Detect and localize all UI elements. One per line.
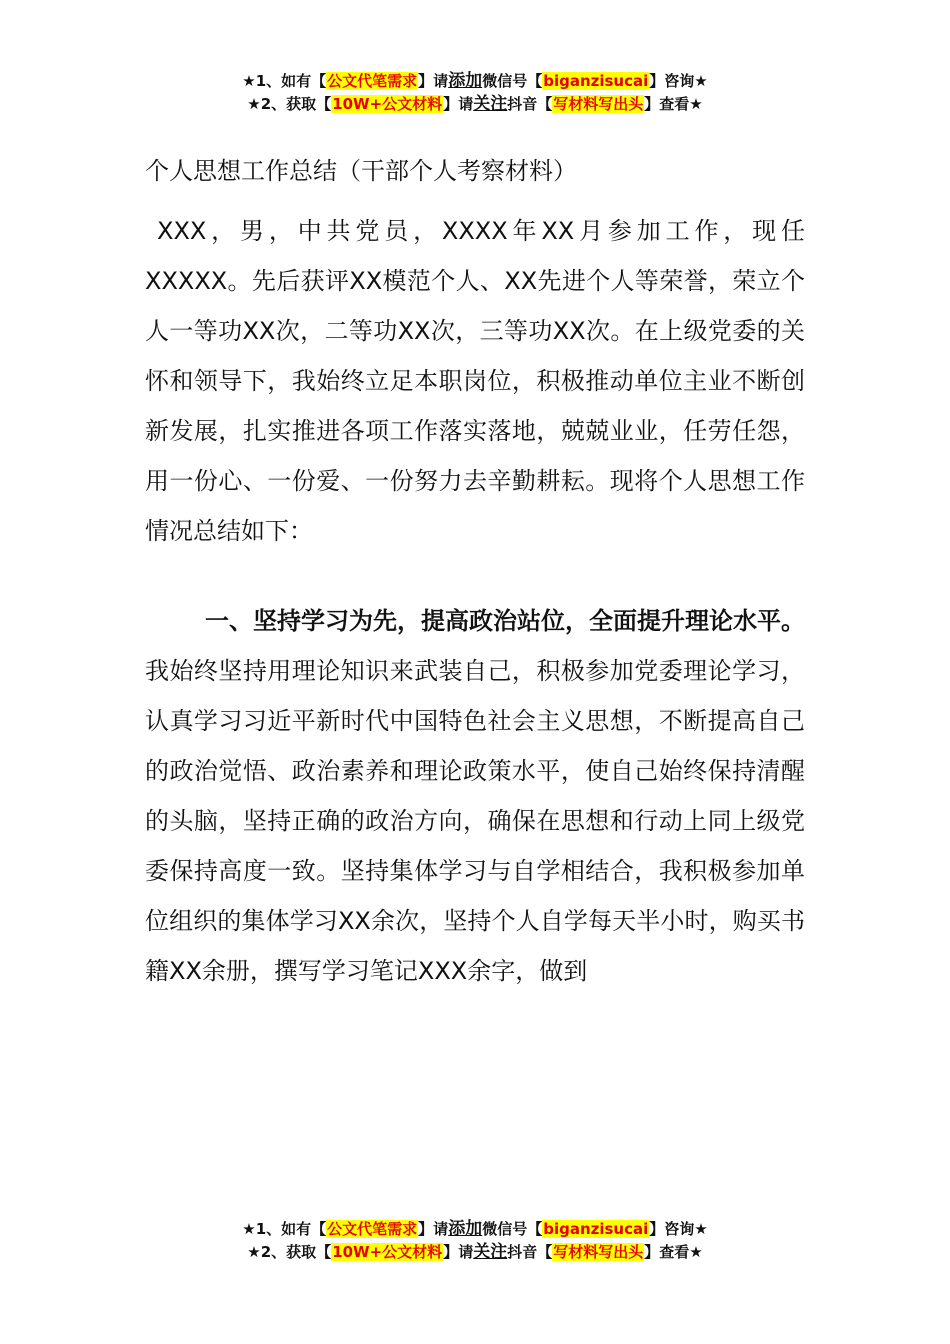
highlight-service: 公文代笔需求 xyxy=(327,72,418,90)
underlined-add: 添加 xyxy=(448,71,483,91)
highlight-wechat-id: biganzisucai xyxy=(543,72,649,90)
section-1-body: 我始终坚持用理论知识来武装自己，积极参加党委理论学习，认真学习习近平新时代中国特色社会主义思想，不断提高自己的政治觉悟、政治素养和理论政策水平，使自己始终保持清醒的头脑，坚持正确的政治方向，确保在思想和行动上同上级党委保持高度一致。坚持集体学习与自学相结合，我积极参加单位组织的集体学习XX余次，坚持个人自学每天半小时，购买书籍XX余册，撰写学习笔记XXX余字，做到 xyxy=(145,657,805,985)
footer-line-1: ★1、如有【公文代笔需求】请添加微信号【biganzisucai】咨询★ xyxy=(242,1219,708,1239)
banner-line-2: ★2、获取【10W+公文材料】请关注抖音【写材料写出头】查看★ xyxy=(247,94,703,114)
footer-highlight-service: 公文代笔需求 xyxy=(327,1220,418,1238)
footer-underlined-add: 添加 xyxy=(448,1219,483,1239)
footer-line-2: ★2、获取【10W+公文材料】请关注抖音【写材料写出头】查看★ xyxy=(247,1242,703,1262)
footer-highlight-wechat-id: biganzisucai xyxy=(543,1220,649,1238)
section-1-paragraph xyxy=(145,596,805,996)
highlight-materials: 10W+公文材料 xyxy=(332,95,443,113)
highlight-douyin-account: 写材料写出头 xyxy=(553,95,644,113)
footer-highlight-materials: 10W+公文材料 xyxy=(332,1243,443,1261)
banner-line-1: ★1、如有【公文代笔需求】请添加微信号【biganzisucai】咨询★ xyxy=(242,71,708,91)
header-banner xyxy=(0,70,950,116)
footer-highlight-douyin-account: 写材料写出头 xyxy=(553,1243,644,1261)
section-1-heading: 一、坚持学习为先，提高政治站位，全面提升理论水平。 xyxy=(205,607,805,635)
footer-banner xyxy=(0,1218,950,1264)
underlined-follow: 关注 xyxy=(473,94,508,114)
document-title: 个人思想工作总结（干部个人考察材料） xyxy=(145,157,577,185)
document-body xyxy=(145,146,805,996)
intro-paragraph: XXX，男，中共党员，XXXX年XX月参加工作，现任XXXXX。先后获评XX模范个人、XX先进个人等荣誉，荣立个人一等功XX次，二等功XX次，三等功XX次。在上级党委的关怀和领导下，我始终立足本职岗位，积极推动单位主业不断创新发展，扎实推进各项工作落实落地，兢兢业业，任劳任怨，用一份心、一份爱、一份努力去辛勤耕耘。现将个人思想工作情况总结如下： xyxy=(145,217,805,545)
footer-underlined-follow: 关注 xyxy=(473,1242,508,1262)
